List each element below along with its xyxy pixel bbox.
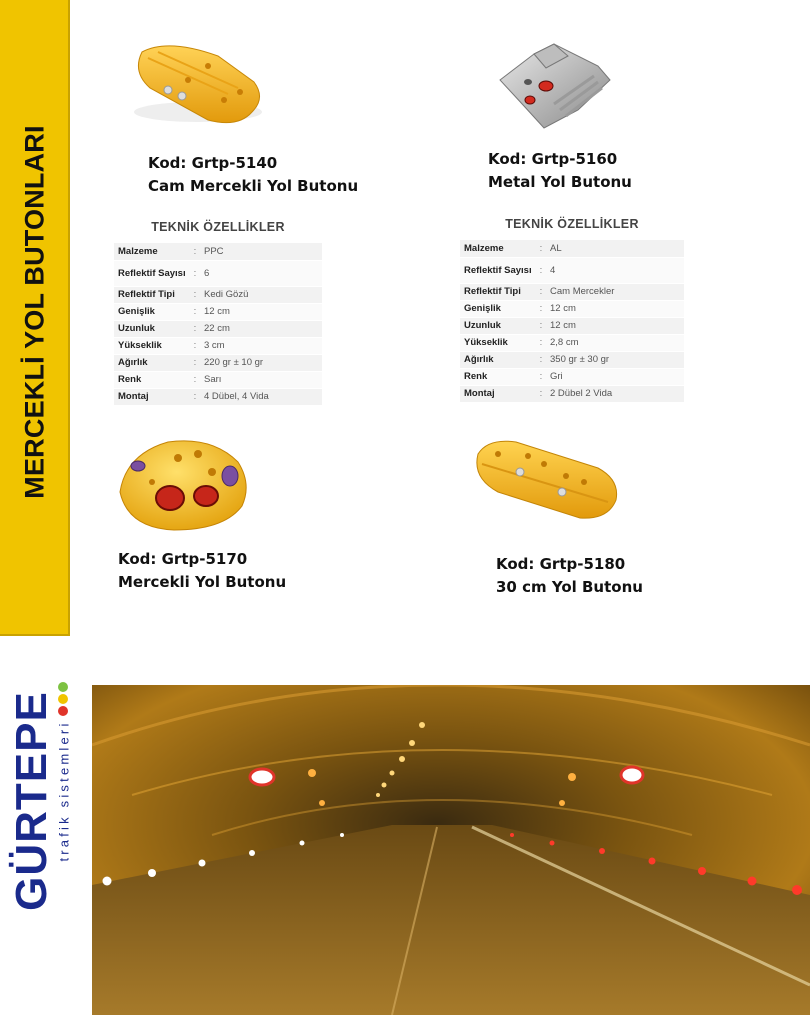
spec-title: TEKNİK ÖZELLİKLER <box>151 220 285 234</box>
spec-row <box>114 286 322 303</box>
spec-key: Renk <box>114 371 190 388</box>
spec-value: 4 <box>546 257 684 283</box>
spec-key: Malzeme <box>114 243 190 260</box>
spec-row <box>114 320 322 337</box>
spec-table <box>460 240 684 403</box>
spec-sep: : <box>190 354 200 371</box>
spec-value: 12 cm <box>546 300 684 317</box>
spec-value: Sarı <box>200 371 322 388</box>
company-logo <box>7 676 72 926</box>
product-code: Kod: Grtp-5180 <box>496 555 626 573</box>
spec-key: Reflektif Sayısı <box>114 260 190 286</box>
spec-sep: : <box>190 371 200 388</box>
spec-row <box>460 334 684 351</box>
tunnel-photo-icon <box>92 685 810 1015</box>
spec-value: 12 cm <box>200 303 322 320</box>
product-name: Mercekli Yol Butonu <box>118 573 287 591</box>
spec-table-right <box>460 217 684 403</box>
spec-value: 12 cm <box>546 317 684 334</box>
spec-sep: : <box>536 385 546 402</box>
spec-sep: : <box>536 351 546 368</box>
logo-dot-red <box>58 706 68 716</box>
yellow-round-road-stud-icon <box>112 432 252 536</box>
spec-sep: : <box>536 283 546 300</box>
product-caption-5160 <box>488 148 632 194</box>
spec-row <box>460 240 684 257</box>
spec-row <box>460 283 684 300</box>
spec-row <box>460 257 684 283</box>
spec-row <box>114 260 322 286</box>
product-caption-5140 <box>148 152 358 198</box>
spec-value: Gri <box>546 368 684 385</box>
spec-title: TEKNİK ÖZELLİKLER <box>505 217 639 231</box>
page-title: MERCEKLİ YOL BUTONLARI <box>19 125 50 499</box>
spec-table-left <box>114 220 322 406</box>
spec-row <box>114 243 322 260</box>
spec-value: AL <box>546 240 684 257</box>
product-code: Kod: Grtp-5160 <box>488 150 618 168</box>
product-name: Cam Mercekli Yol Butonu <box>148 177 359 195</box>
spec-sep: : <box>190 260 200 286</box>
spec-key: Uzunluk <box>460 317 536 334</box>
spec-row <box>460 300 684 317</box>
spec-sep: : <box>190 320 200 337</box>
spec-value: 3 cm <box>200 337 322 354</box>
spec-value: 6 <box>200 260 322 286</box>
spec-row <box>114 337 322 354</box>
spec-key: Ağırlık <box>114 354 190 371</box>
spec-key: Montaj <box>460 385 536 402</box>
spec-value: 22 cm <box>200 320 322 337</box>
spec-sep: : <box>536 317 546 334</box>
product-image-5170 <box>112 432 252 536</box>
spec-key: Genişlik <box>460 300 536 317</box>
spec-sep: : <box>536 240 546 257</box>
spec-value: Kedi Gözü <box>200 286 322 303</box>
spec-key: Montaj <box>114 388 190 405</box>
product-caption-5180 <box>496 553 643 599</box>
spec-sep: : <box>190 303 200 320</box>
spec-key: Yükseklik <box>460 334 536 351</box>
spec-value: 220 gr ± 10 gr <box>200 354 322 371</box>
product-name: Metal Yol Butonu <box>488 173 632 191</box>
title-band <box>0 0 70 636</box>
logo-dot-yellow <box>58 694 68 704</box>
spec-sep: : <box>190 243 200 260</box>
spec-value: 2 Dübel 2 Vida <box>546 385 684 402</box>
spec-key: Renk <box>460 368 536 385</box>
product-caption-5170 <box>118 548 286 594</box>
spec-value: 350 gr ± 30 gr <box>546 351 684 368</box>
spec-table <box>114 243 322 406</box>
spec-value: 2,8 cm <box>546 334 684 351</box>
spec-row <box>114 303 322 320</box>
spec-key: Genişlik <box>114 303 190 320</box>
spec-key: Uzunluk <box>114 320 190 337</box>
product-image-5140 <box>128 36 268 132</box>
spec-row <box>460 385 684 402</box>
spec-row <box>114 354 322 371</box>
spec-row <box>114 388 322 405</box>
spec-row <box>460 351 684 368</box>
yellow-long-road-stud-icon <box>468 434 622 524</box>
spec-key: Reflektif Tipi <box>114 286 190 303</box>
spec-sep: : <box>190 286 200 303</box>
spec-value: Cam Mercekler <box>546 283 684 300</box>
tunnel-photo <box>92 685 810 1015</box>
spec-key: Reflektif Tipi <box>460 283 536 300</box>
logo-wordmark: GÜRTEPE <box>7 691 56 911</box>
spec-row <box>114 371 322 388</box>
spec-row <box>460 368 684 385</box>
spec-sep: : <box>536 257 546 283</box>
product-code: Kod: Grtp-5140 <box>148 154 278 172</box>
logo-dot-green <box>58 682 68 692</box>
spec-value: 4 Dübel, 4 Vida <box>200 388 322 405</box>
spec-sep: : <box>536 368 546 385</box>
product-code: Kod: Grtp-5170 <box>118 550 248 568</box>
spec-key: Malzeme <box>460 240 536 257</box>
spec-value: PPC <box>200 243 322 260</box>
metal-road-stud-icon <box>494 36 614 134</box>
spec-sep: : <box>536 300 546 317</box>
spec-sep: : <box>190 388 200 405</box>
product-image-5180 <box>468 434 622 524</box>
logo-tagline: trafik sistemleri <box>56 720 72 862</box>
spec-key: Yükseklik <box>114 337 190 354</box>
yellow-oval-road-stud-icon <box>128 36 268 132</box>
spec-key: Reflektif Sayısı <box>460 257 536 283</box>
spec-sep: : <box>536 334 546 351</box>
spec-sep: : <box>190 337 200 354</box>
product-image-5160 <box>494 36 614 134</box>
spec-key: Ağırlık <box>460 351 536 368</box>
spec-row <box>460 317 684 334</box>
product-name: 30 cm Yol Butonu <box>496 578 643 596</box>
